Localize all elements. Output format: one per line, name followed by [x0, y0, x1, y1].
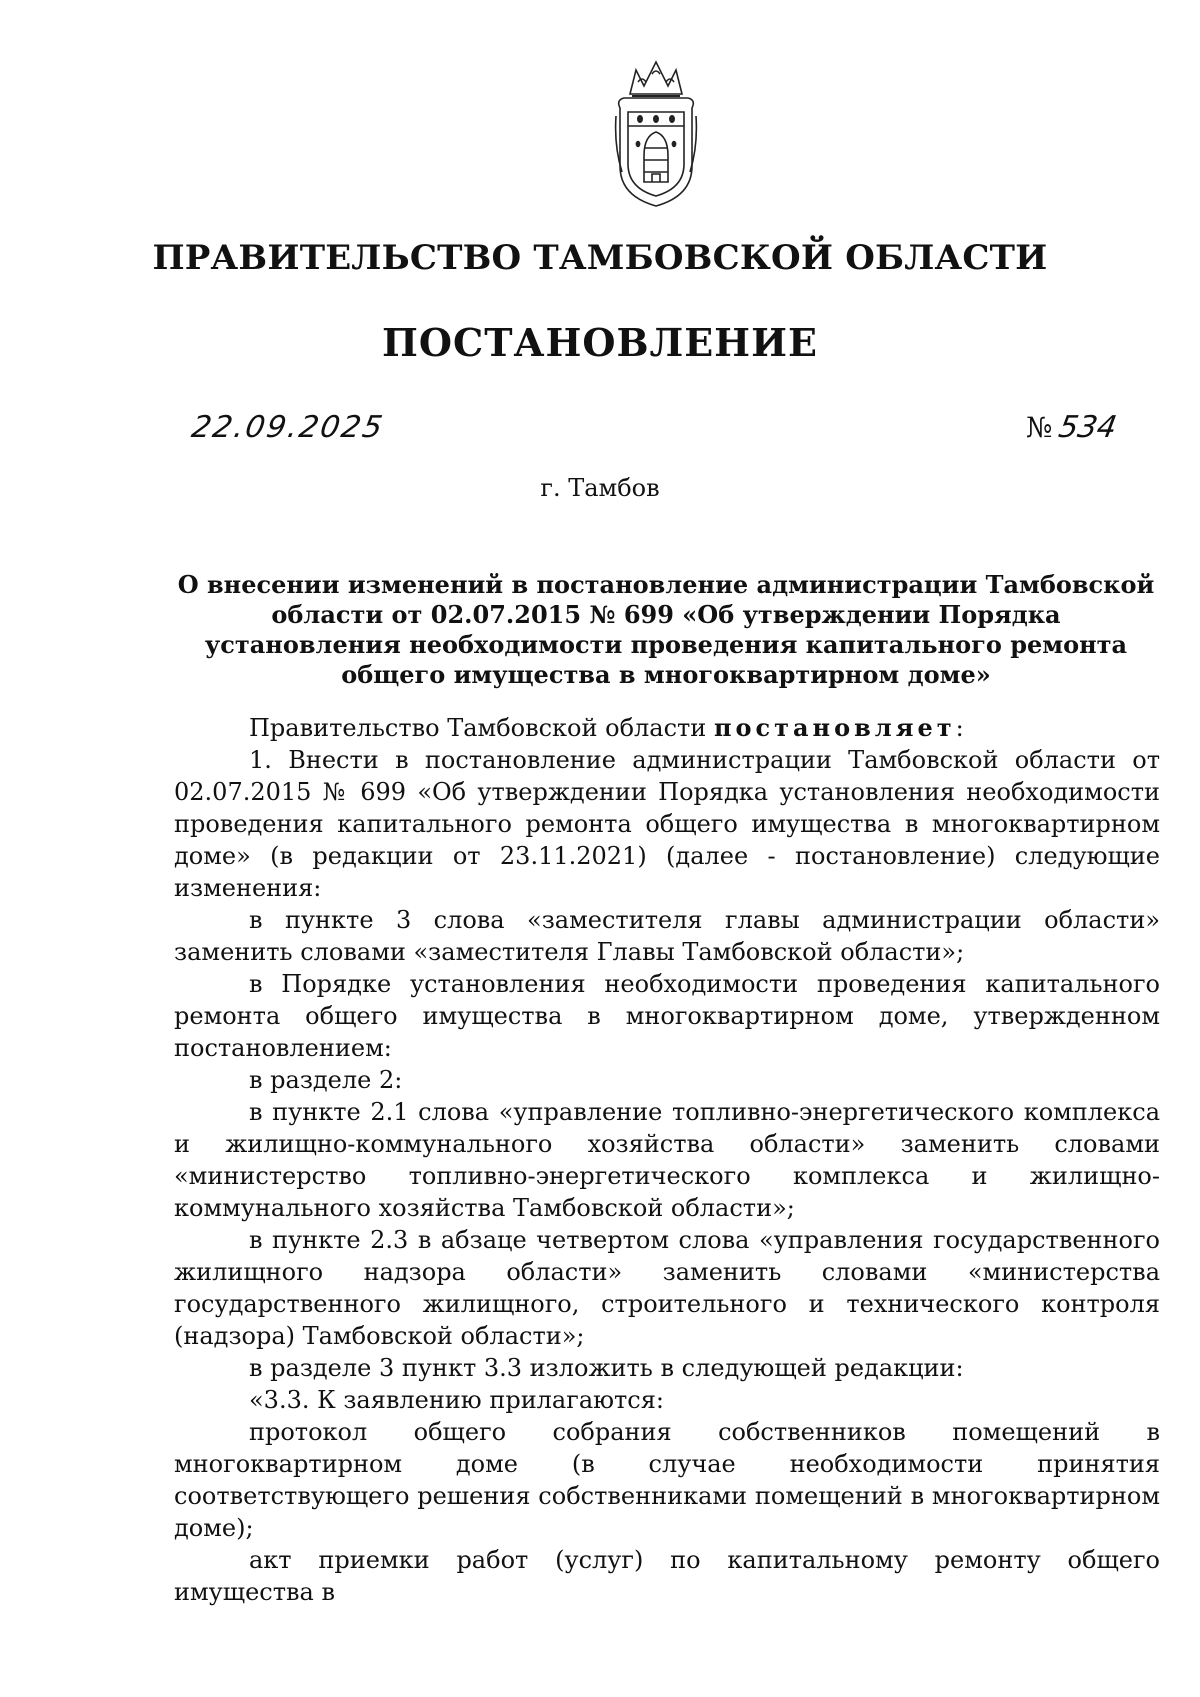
body-paragraph: в Порядке установления необходимости проведения капитального ремонта общего имущества в многоквартирном доме, утвержденном постановлением:	[174, 970, 1160, 1062]
body-paragraph: в пункте 2.3 в абзаце четвертом слова «управления государственного жилищного надзора области» заменить словами «министерства государственного жилищного, строительного и технического контроля (надзора) Тамбовской области»;	[174, 1226, 1160, 1350]
document-subject: О внесении изменений в постановление администрации Тамбовской области от 02.07.2015 № 699 «Об утверждении Порядка установления необходимости проведения капитального ремонта общего имущества в многоквартирном доме»	[177, 570, 1155, 689]
document-body	[174, 712, 1160, 1608]
body-paragraph: в разделе 3 пункт 3.3 изложить в следующей редакции:	[249, 1354, 964, 1382]
body-paragraph: 1. Внести в постановление администрации Тамбовской области от 02.07.2015 № 699 «Об утверждении Порядка установления необходимости проведения капитального ремонта общего имущества в многоквартирном доме» (в редакции от 23.11.2021) (далее - постановление) следующие изменения:	[174, 746, 1160, 902]
body-paragraph: акт приемки работ (услуг) по капитальному ремонту общего имущества в	[174, 1546, 1160, 1606]
city: г. Тамбов	[540, 474, 660, 502]
body-paragraph: протокол общего собрания собственников помещений в многоквартирном доме (в случае необходимости принятия соответствующего решения собственниками помещений в многоквартирном доме);	[174, 1418, 1160, 1542]
number-label: №	[1026, 411, 1053, 444]
body-paragraph: в пункте 2.1 слова «управление топливно-энергетического комплекса и жилищно-коммунального хозяйства области» заменить словами «министерство топливно-энергетического комплекса и жилищно-коммунального хозяйства Тамбовской области»;	[174, 1098, 1160, 1222]
body-paragraph: в разделе 2:	[249, 1066, 403, 1094]
intro-paragraph: Правительство Тамбовской области постановляет:	[249, 713, 964, 742]
body-paragraph: «3.3. К заявлению прилагаются:	[249, 1386, 664, 1414]
document-number	[1026, 410, 1119, 445]
resolves-word: постановляет	[713, 713, 956, 742]
number-value: 534	[1055, 410, 1119, 445]
handwritten-date: 22.09.2025	[188, 410, 387, 445]
doc-type-title: ПОСТАНОВЛЕНИЕ	[382, 320, 818, 365]
body-paragraph: в пункте 3 слова «заместителя главы администрации области» заменить словами «заместителя Главы Тамбовской области»;	[174, 906, 1160, 966]
org-title: ПРАВИТЕЛЬСТВО ТАМБОВСКОЙ ОБЛАСТИ	[152, 238, 1048, 278]
tambov-coat-of-arms-icon	[612, 56, 700, 210]
